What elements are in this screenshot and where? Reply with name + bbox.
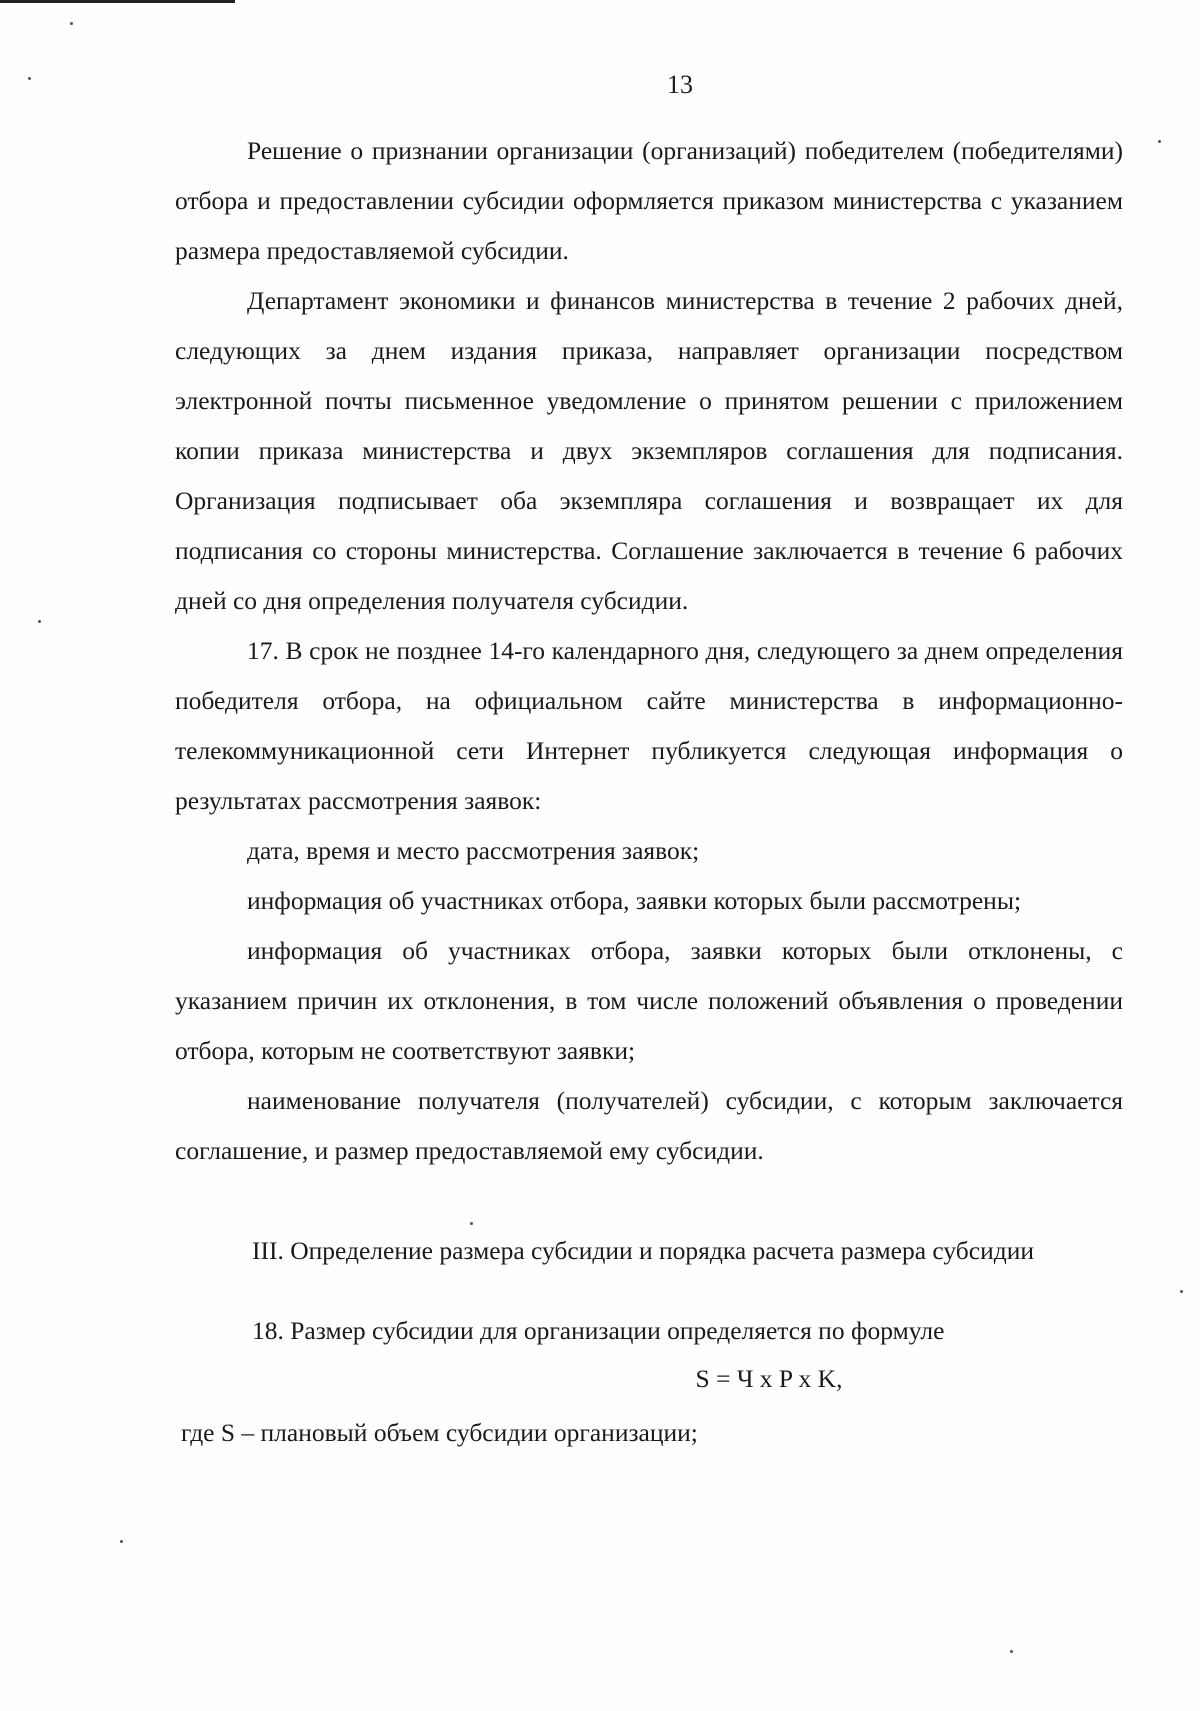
scan-speck bbox=[120, 1540, 123, 1543]
document-body bbox=[175, 126, 1123, 1458]
subsidy-formula: S = Ч x P x K, bbox=[695, 1364, 843, 1393]
page-number: 13 bbox=[667, 70, 693, 99]
formula-definition-s: где S – плановый объем субсидии организации; bbox=[181, 1418, 698, 1447]
scan-speck bbox=[38, 620, 41, 623]
paragraph-decision: Решение о признании организации (организаций) победителем (победителями) отбора и предоставлении субсидии оформляется приказом министерства с указанием размера предоставляемой субсидии. bbox=[175, 136, 1123, 265]
scan-speck bbox=[1010, 1650, 1013, 1653]
paragraph-17-publication: 17. В срок не позднее 14-го календарного дня, следующего за днем определения победителя отбора, на официальном сайте министерства в информационно-телекоммуникационной сети Интернет публикуется следующая информация о результатах рассмотрения заявок: bbox=[175, 636, 1123, 815]
scan-speck bbox=[28, 77, 31, 80]
scan-speck bbox=[1180, 1290, 1183, 1293]
paragraph-department-notice: Департамент экономики и финансов министерства в течение 2 рабочих дней, следующих за днем издания приказа, направляет организации посредством электронной почты письменное уведомление о принятом решении с приложением копии приказа министерства и двух экземпляров соглашения для подписания. Организация подписывает оба экземпляра соглашения и возвращает их для подписания со стороны министерства. Соглашение заключается в течение 6 рабочих дней со дня определения получателя субсидии. bbox=[175, 286, 1123, 615]
scan-speck bbox=[70, 22, 73, 25]
scan-speck bbox=[1158, 140, 1161, 143]
list-item-rejected-participants: информация об участниках отбора, заявки которых были отклонены, с указанием причин их отклонения, в том числе положений объявления о проведении отбора, которым не соответствуют заявки; bbox=[175, 936, 1123, 1065]
list-item-date-time-place: дата, время и место рассмотрения заявок; bbox=[247, 836, 700, 865]
list-item-reviewed-participants: информация об участниках отбора, заявки которых были рассмотрены; bbox=[247, 886, 1022, 915]
section-heading-iii: III. Определение размера субсидии и порядка расчета размера субсидии bbox=[252, 1236, 1035, 1265]
scan-speck bbox=[470, 1222, 473, 1225]
list-item-recipient-name: наименование получателя (получателей) субсидии, с которым заключается соглашение, и размер предоставляемой ему субсидии. bbox=[175, 1086, 1123, 1165]
top-rule bbox=[0, 0, 235, 3]
paragraph-18-formula-intro: 18. Размер субсидии для организации определяется по формуле bbox=[252, 1316, 945, 1345]
